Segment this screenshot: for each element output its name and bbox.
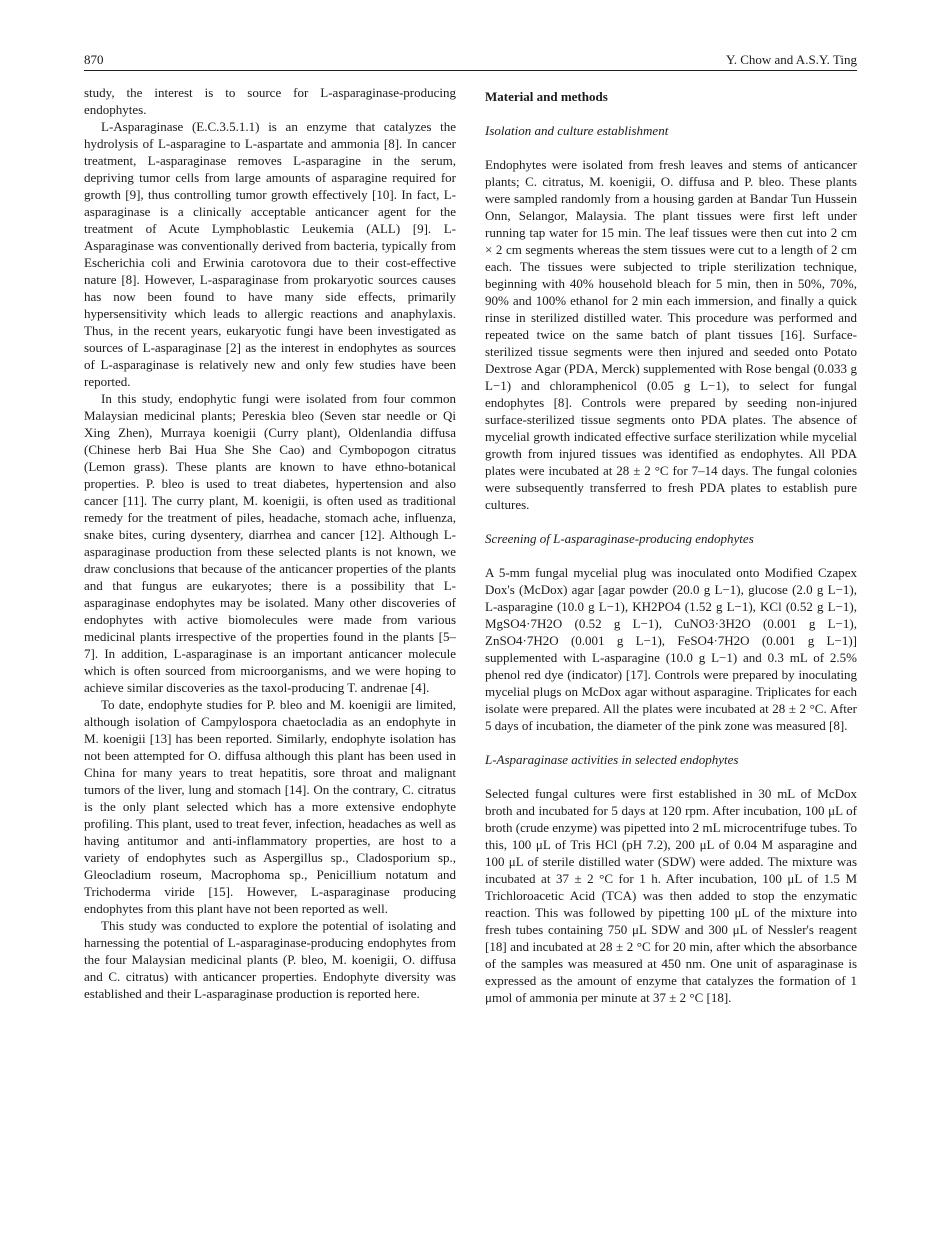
- section-heading: Material and methods: [485, 89, 608, 104]
- subsection-heading-screening: Screening of L-asparaginase-producing endophytes: [485, 531, 754, 546]
- paragraph-study-aim: This study was conducted to explore the potential of isolating and harnessing the potential of L-asparaginase-producing endophytes from the four Malaysian medicinal plants (P. bleo, M. koenigii, O. diffusa and C. citratus) with anticancer properties. Endophyte diversity was established and their L-asparaginase production is reported here.: [84, 918, 456, 1001]
- running-title: Y. Chow and A.S.Y. Ting: [725, 52, 857, 67]
- paragraph-intro-cont: study, the interest is to source for L-asparaginase-producing endophytes.: [84, 85, 456, 117]
- header-rule: [84, 70, 857, 71]
- paragraph-prior-studies: To date, endophyte studies for P. bleo and M. koenigii are limited, although isolation of Campylospora chaetocladia as an endophyte in M. koenigii [13] has been reported. Similarly, endophyte isolation has not been attempted for O. diffusa although this plant has been used in China for many years to treat hepatitis, sore throat and malignant tumors of the liver, lung and stomach [14]. On the contrary, C. citratus is the only plant selected which has a more extensive endophyte profiling. This plant, used to treat fever, infection, headaches as well as having antitumor and anti-inflammatory properties, are host to a variety of endophytes such as Aspergillus sp., Cladosporium sp., Gleocladium roseum, Macrophoma sp., Penicillium notatum and Trichoderma viride [15]. However, L-asparaginase producing endophytes from this plant have not been reported as well.: [84, 697, 456, 916]
- running-header: [84, 52, 857, 68]
- paragraph-study-plants: In this study, endophytic fungi were isolated from four common Malaysian medicinal plants; Pereskia bleo (Seven star needle or Qi Xing Zhen), Murraya koenigii (Curry plant), Oldenlandia diffusa (Chinese herb Bai Hua She She Cao) and Cymbopogon citratus (Lemon grass). These plants are known to have ethno-botanical properties. P. bleo is used to treat diabetes, hypertension and also cancer [11]. The curry plant, M. koenigii, is often used as traditional remedy for the treatment of piles, headache, stomach ache, influenza, snake bites, curing dysentery, diarrhea and cancer [12]. Although L-asparaginase production from these selected plants is not known, we draw conclusions that because of the anticancer properties of the plants and that fungus are eukaryotes; there is a possibility that L-asparaginase endophytes may be isolated. Many other discoveries of endophytes with active biomolecules were made from various medicinal plants irrespective of the properties found in the plants [5–7]. In addition, L-asparaginase is an important anticancer molecule which is often sourced from microorganisms, and we were hoping to achieve similar discoveries as the taxol-producing T. andrenae [4].: [84, 391, 456, 695]
- paragraph-asparaginase: L-Asparaginase (E.C.3.5.1.1) is an enzyme that catalyzes the hydrolysis of L-asparagine to L-aspartate and ammonia [8]. In cancer treatment, L-asparaginase removes L-asparagine in the serum, depriving tumor cells from large amounts of asparagine required for growth [9], thus controlling tumor growth effectively [10]. In fact, L-asparaginase is a clinically acceptable anticancer agent for the treatment of Acute Lymphoblastic Leukemia (ALL) [9]. L-Asparaginase was conventionally derived from bacteria, typically from Escherichia coli and Erwinia carotovora due to their cost-effective nature [8]. However, L-asparaginase from prokaryotic sources causes has now been found to have many side effects, primarily hypersensitivity which leads to allergic reactions and anaphylaxis. Thus, in the recent years, eukaryotic fungi have been investigated as sources of L-asparaginase [2] as the interest in endophytes as sources of L-asparaginase is relatively new and only few studies have been reported.: [84, 119, 456, 389]
- subsection-heading-isolation: Isolation and culture establishment: [485, 123, 669, 138]
- page-number: 870: [84, 52, 104, 67]
- right-column: [485, 84, 857, 1006]
- paragraph-screening: A 5-mm fungal mycelial plug was inoculated onto Modified Czapex Dox's (McDox) agar [agar powder (20.0 g L−1), glucose (2.0 g L−1), L-asparagine (10.0 g L−1), KH2PO4 (1.52 g L−1), KCl (0.52 g L−1), MgSO4·7H2O (0.52 g L−1), CuNO3·3H2O (0.001 g L−1), ZnSO4·7H2O (0.001 g L−1), FeSO4·7H2O (0.001 g L−1)] supplemented with L-asparagine (10.0 g L−1) and 0.3 mL of 2.5% phenol red dye (indicator) [17]. Controls were prepared by inoculating mycelial plugs on McDox agar without asparagine. Triplicates for each isolate were prepared. All the plates were incubated at 28 ± 2 °C. After 5 days of incubation, the diameter of the pink zone was measured [8].: [485, 565, 857, 733]
- subsection-heading-activities: L-Asparaginase activities in selected endophytes: [485, 752, 739, 767]
- left-column: [84, 84, 456, 1002]
- paragraph-isolation: Endophytes were isolated from fresh leaves and stems of anticancer plants; C. citratus, M. koenigii, O. diffusa and P. bleo. These plants were sampled randomly from a housing garden at Bandar Tun Hussein Onn, Selangor, Malaysia. The plant tissues were first left under running tap water for 15 min. The leaf tissues were then cut into 2 cm × 2 cm segments whereas the stem tissues were cut to a length of 2 cm each. The tissues were subjected to triple sterilization technique, beginning with 40% household bleach for 5 min, then in 50%, 70%, 90% and 100% ethanol for 2 min each immersion, and finally a quick rinse in sterilized distilled water. This procedure was performed and repeated twice on the same batch of plant tissues [16]. Surface-sterilized tissue segments were then injured and seeded onto Potato Dextrose Agar (PDA, Merck) supplemented with Rose bengal (0.033 g L−1) and chloramphenicol (0.05 g L−1), to select for fungal endophytes [8]. Controls were prepared by seeding non-injured surface-sterilized tissue segments onto PDA plates. The absence of mycelial growth indicated effective surface sterilization while mycelial growth from injured tissues was identified as endophytes. All PDA plates were incubated at 28 ± 2 °C for 7–14 days. The fungal colonies were subsequently transferred to fresh PDA plates to establish pure cultures.: [485, 157, 857, 512]
- paragraph-activities: Selected fungal cultures were first established in 30 mL of McDox broth and incubated for 5 days at 120 rpm. After incubation, 100 μL of broth (crude enzyme) was pipetted into 2 mL microcentrifuge tubes. To this, 100 μL of Tris HCl (pH 7.2), 200 μL of 0.04 M asparagine and 100 μL of sterile distilled water (SDW) were added. The mixture was incubated at 37 ± 2 °C for 1 h. After incubation, 100 μL of 1.5 M Trichloroacetic Acid (TCA) was then added to stop the enzymatic reaction. This was followed by pipetting 100 μL of the mixture into fresh tubes containing 750 μL SDW and 300 μL of Nessler's reagent [18] and incubated at 28 ± 2 °C for 20 min, after which the absorbance of the samples was measured at 450 nm. One unit of asparaginase is expressed as the amount of enzyme that catalyzes the formation of 1 μmol of ammonia per minute at 37 ± 2 °C [18].: [485, 786, 857, 1005]
